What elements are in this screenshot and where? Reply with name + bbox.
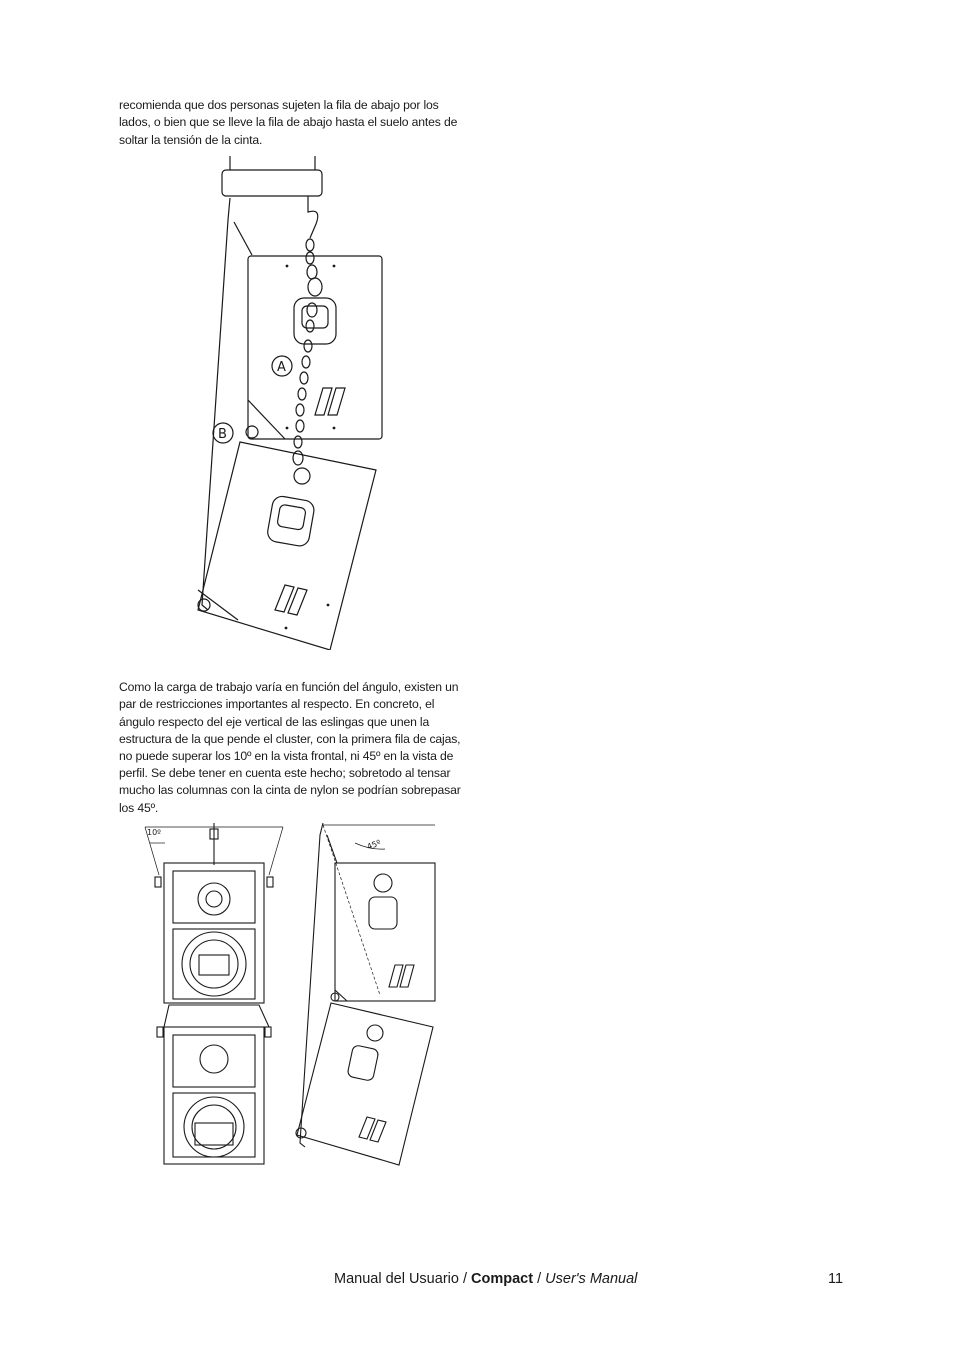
cabinet-a xyxy=(248,256,382,439)
front-view xyxy=(145,823,283,1164)
page-number: 11 xyxy=(828,1271,844,1287)
nylon-strap xyxy=(202,198,230,610)
label-b: B xyxy=(218,427,227,442)
angle-figure xyxy=(135,815,445,1170)
side-cabinet-lower xyxy=(297,1003,433,1165)
footer-separator: / xyxy=(533,1271,546,1287)
front-cabinet-lower xyxy=(164,1027,264,1164)
side-cabinet-upper xyxy=(335,863,435,1001)
footer-suffix: User's Manual xyxy=(545,1271,638,1287)
main-paragraph: Como la carga de trabajo varía en función del ángulo, existen un par de restricciones importantes al respecto. En concreto, el ángulo respecto del eje vertical de las eslingas que unen la estructura de la que pende el cluster, con la primera fila de cajas, no puede superar los 10º en la vista frontal, ni 45º en la vista de perfil. Se debe tener en cuenta este hecho; sobretodo al tensar mucho las columnas con la cinta de nylon se podrían sobrepasar los 45º. xyxy=(119,680,461,815)
front-cabinet-upper xyxy=(164,863,264,1003)
rigging-figure xyxy=(190,150,390,650)
side-view xyxy=(296,823,435,1165)
cabinet-b xyxy=(198,442,376,650)
label-a: A xyxy=(277,360,286,375)
footer-title xyxy=(334,1271,637,1287)
intro-paragraph: recomienda que dos personas sujeten la fila de abajo por los lados, o bien que se lleve la fila de abajo hasta el suelo antes de soltar la tensión de la cinta. xyxy=(119,98,458,147)
angle-side-label: 45º xyxy=(365,838,382,852)
flybar xyxy=(222,170,322,196)
angle-front-label: 10º xyxy=(147,828,161,837)
footer-brand: Compact xyxy=(471,1271,534,1287)
footer-prefix: Manual del Usuario / xyxy=(334,1271,472,1287)
chain xyxy=(293,239,322,465)
